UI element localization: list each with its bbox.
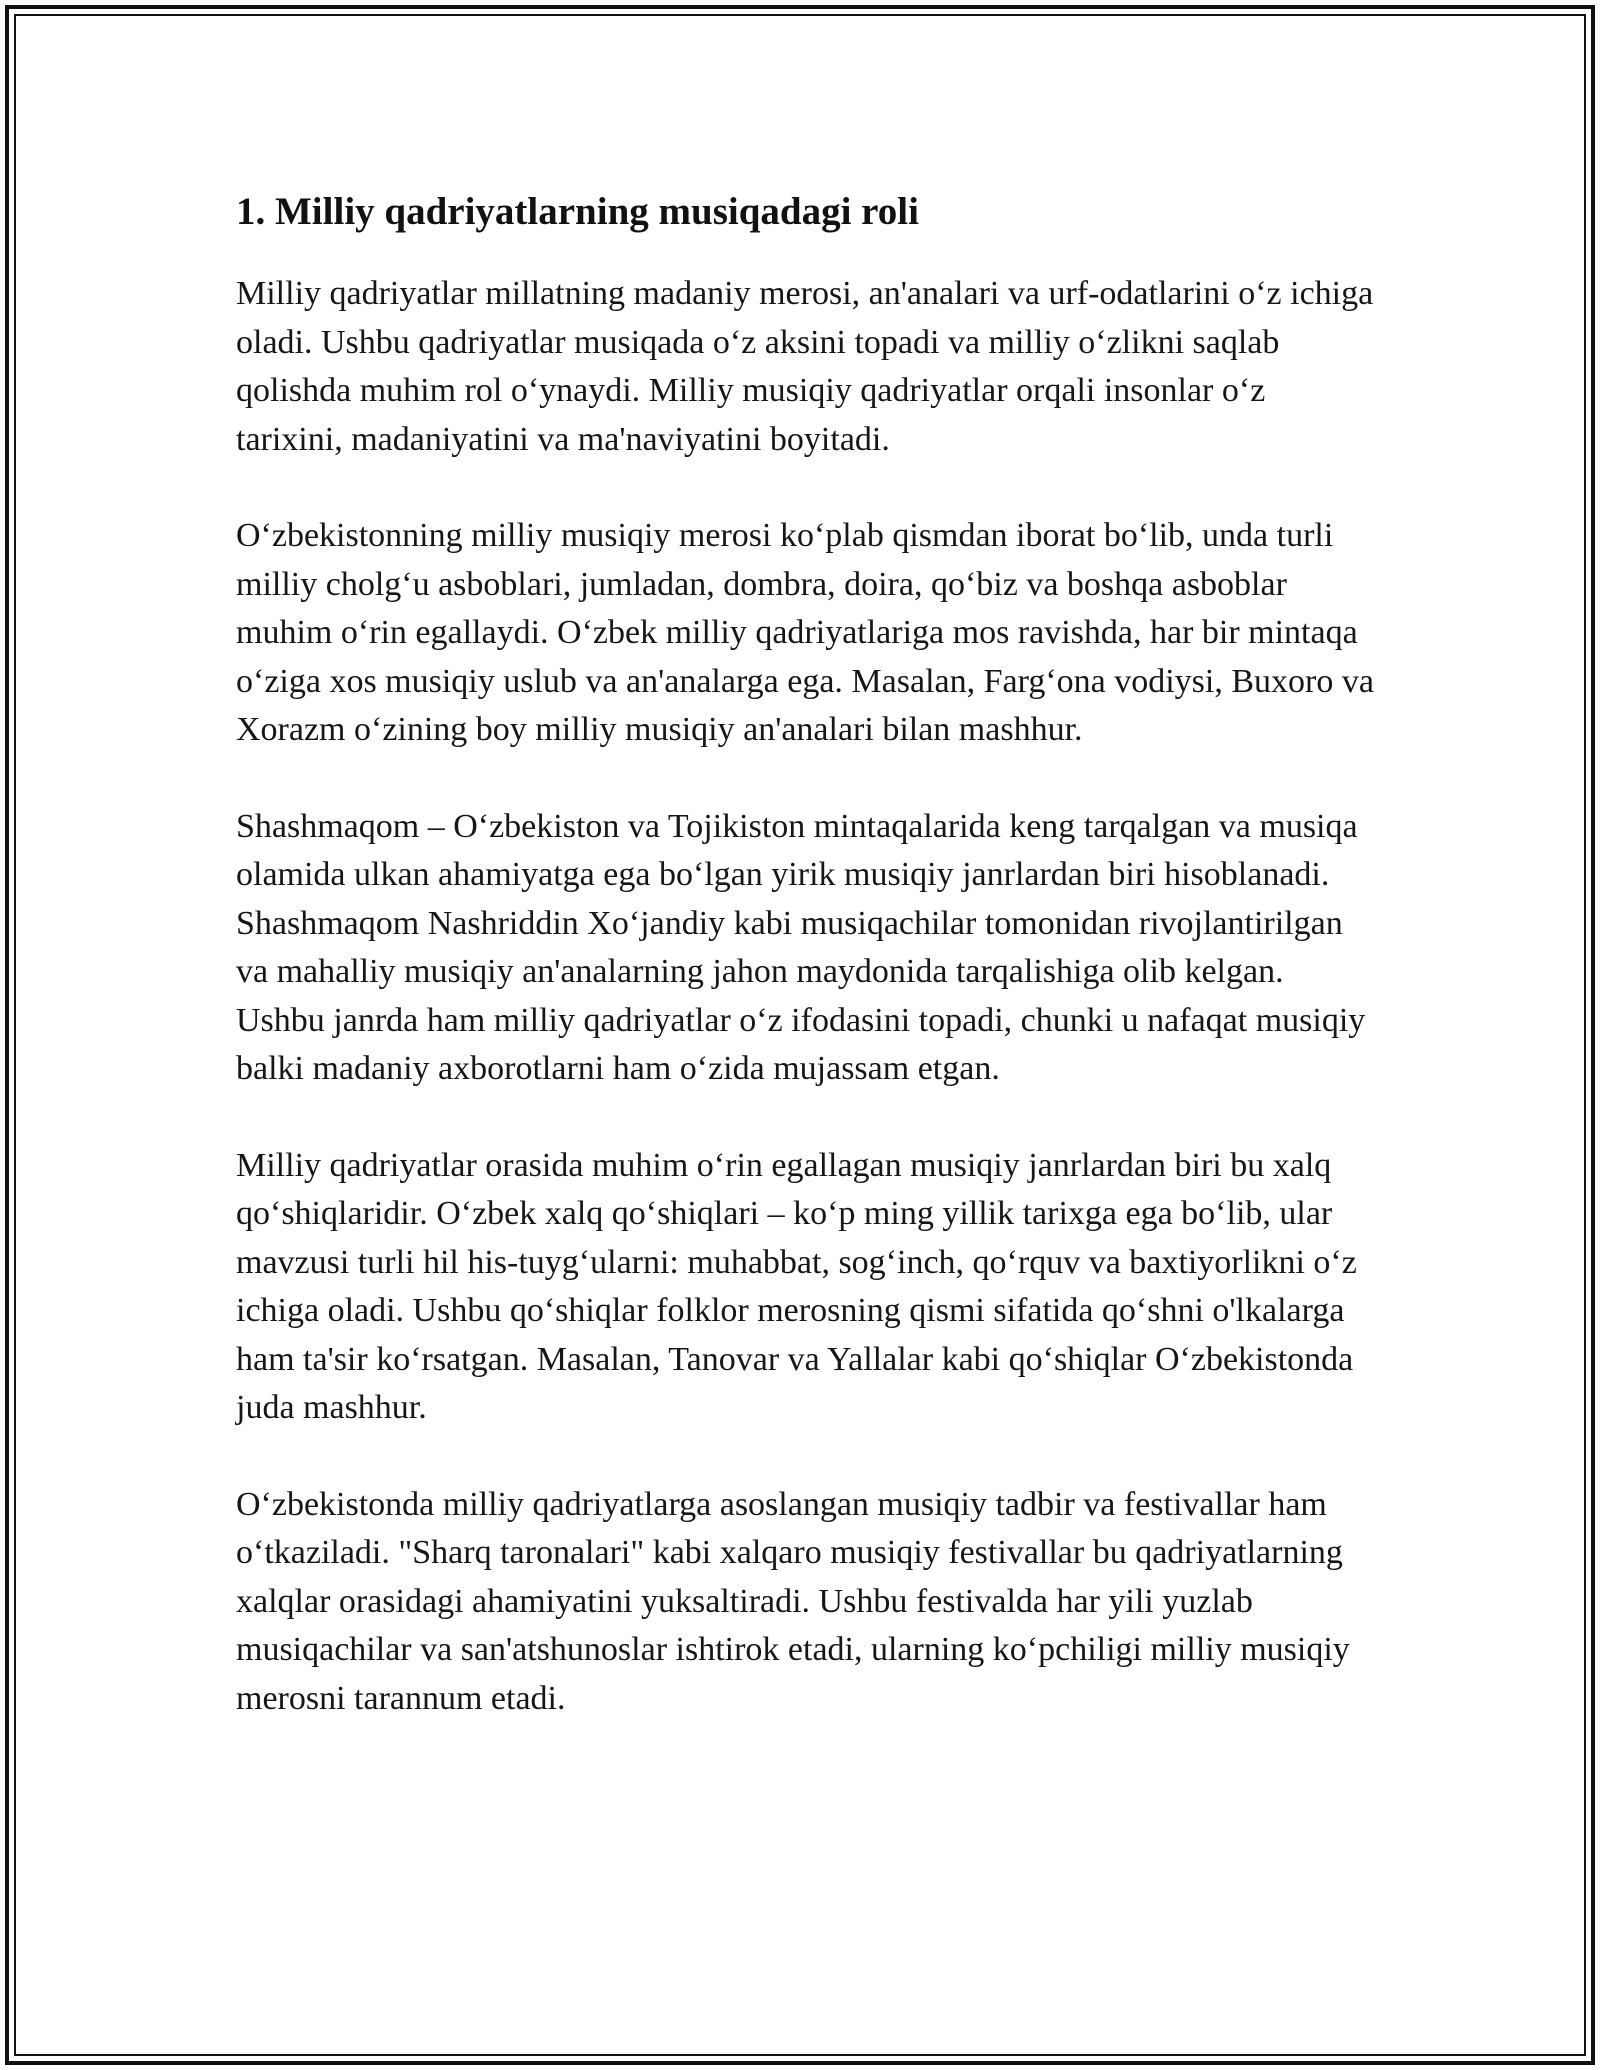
paragraph-festivals: O‘zbekistonda milliy qadriyatlarga asoslangan musiqiy tadbir va festivallar ham o‘tkaziladi. "Sharq taronalari" kabi xalqaro musiqiy festivallar bu qadriyatlarning xalqlar orasidagi ahamiyatini yuksaltiradi. Ushbu festivalda har yili yuzlab musiqachilar va san'atshunoslar ishtirok etadi, ularning ko‘pchiligi milliy musiqiy merosni tarannum etadi. (236, 1485, 1350, 1717)
paragraph-heritage: O‘zbekistonning milliy musiqiy merosi ko‘plab qismdan iborat bo‘lib, unda turli milliy cholg‘u asboblari, jumladan, dombra, doira, qo‘biz va boshqa asboblar muhim o‘rin egallaydi. O‘zbek milliy qadriyatlariga mos ravishda, har bir mintaqa o‘ziga xos musiqiy uslub va an'analarga ega. Masalan, Farg‘ona vodiysi, Buxoro va Xorazm o‘zining boy milliy musiqiy an'analari bilan mashhur. (236, 517, 1374, 748)
document-body (236, 184, 1376, 1723)
paragraph-shashmaqom: Shashmaqom – O‘zbekiston va Tojikiston mintaqalarida keng tarqalgan va musiqa olamida ulkan ahamiyatga ega bo‘lgan yirik musiqiy janrlardan biri hisoblanadi. Shashmaqom Nashriddin Xo‘jandiy kabi musiqachilar tomonidan rivojlantirilgan va mahalliy musiqiy an'analarning jahon maydonida tarqalishiga olib kelgan. Ushbu janrda ham milliy qadriyatlar o‘z ifodasini topadi, chunki u nafaqat musiqiy balki madaniy axborotlarni ham o‘zida mujassam etgan. (236, 807, 1366, 1087)
paragraph-folk-songs: Milliy qadriyatlar orasida muhim o‘rin egallagan musiqiy janrlardan biri bu xalq qo‘shiqlaridir. O‘zbek xalq qo‘shiqlari – ko‘p ming yillik tarixga ega bo‘lib, ular mavzusi turli hil his-tuyg‘ularni: muhabbat, sog‘inch, qo‘rquv va baxtiyorlikni o‘z ichiga oladi. Ushbu qo‘shiqlar folklor merosning qismi sifatida qo‘shni o'lkalarga ham ta'sir ko‘rsatgan. Masalan, Tanovar va Yallalar kabi qo‘shiqlar O‘zbekistonda juda mashhur. (236, 1146, 1357, 1426)
section-heading: 1. Milliy qadriyatlarning musiqadagi roli (236, 190, 919, 233)
paragraph-intro: Milliy qadriyatlar millatning madaniy merosi, an'analari va urf-odatlarini o‘z ichiga oladi. Ushbu qadriyatlar musiqada o‘z aksini topadi va milliy o‘zlikni saqlab qolishda muhim rol o‘ynaydi. Milliy musiqiy qadriyatlar orqali insonlar o‘z tarixini, madaniyatini va ma'naviyatini boyitadi. (236, 275, 1374, 458)
